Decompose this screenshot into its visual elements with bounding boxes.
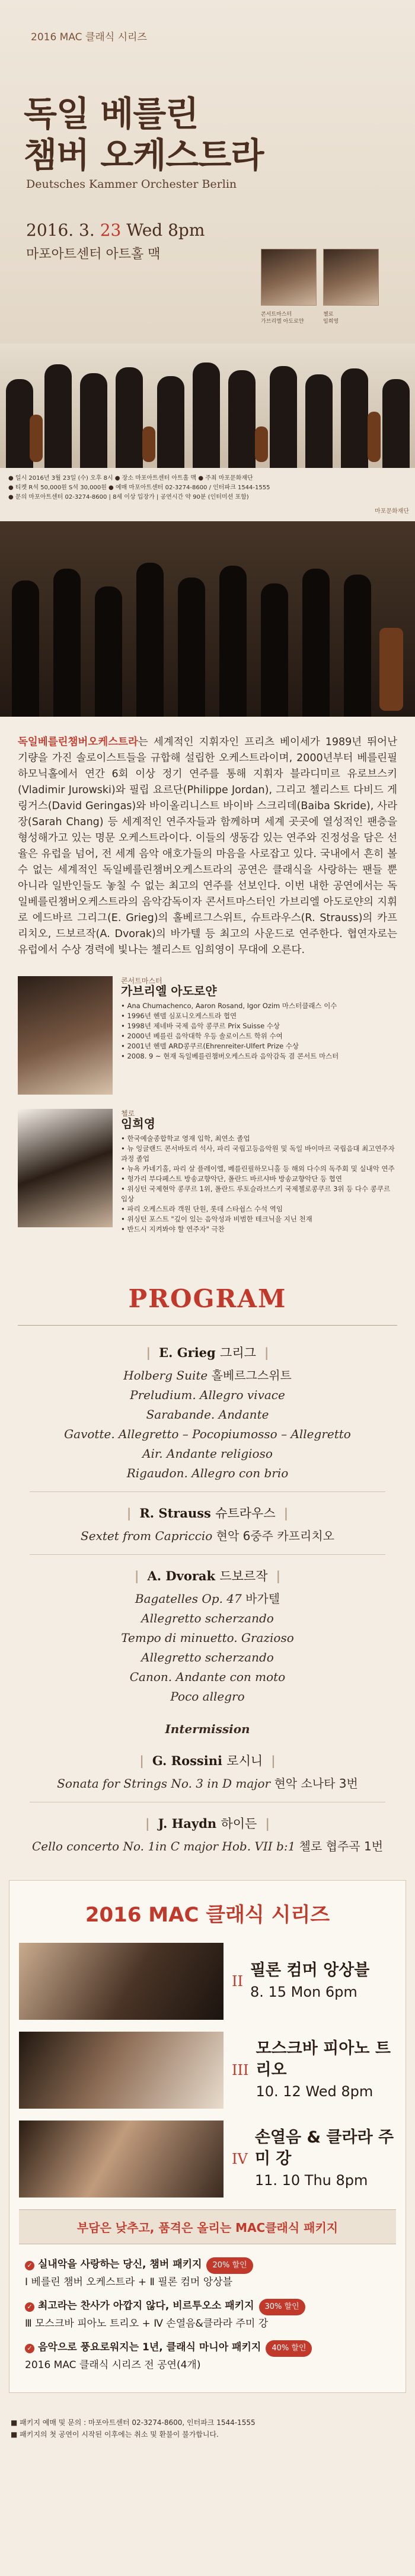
series-photo [19,2121,224,2198]
series-item [19,2121,396,2198]
intro-body: 는 세계적인 지휘자인 프리츠 베이세가 1989년 뛰어난 기량을 가진 솔로이스트들을 규합해 설립한 오케스트라이며, 2000년부터 베를린필하모닉홀에서 연간 6회 이상 정기 연주를 통해 지휘자 블라디미르 유로브스키(Vladimir Jurowski)와 필립 요르단(Philippe Jordan), 그리고 첼리스트 다비드 게링거스(David Geringas)와 바이올리니스트 바이바 스크리데(Baiba Skride), 사라 장(Sarah Chang) 등 세계적인 연주자들과 함께하며 세계 곳곳에 열성적인 팬층을 형성해가고 있는 명문 오케스트라이다. 이들의 생동감 있는 연주와 진정성을 담은 선율은 유럽을 넘어, 전 세계 음악 애호가들의 마음을 사로잡고 있다. 국내에서 흔히 볼 수 없는 세계적인 독일베를린챔버오케스트라의 공연은 클래식을 사랑하는 팬들 뿐 아니라 일반인들도 놓칠 수 없는 최고의 연주를 선보인다. 이번 내한 공연에서는 독일베를린챔버오케스트라의 음악감독이자 콘서트마스터인 가브리엘 아도로얀의 지휘로 에드바르 그리그(E. Grieg)의 홀베르그스위트, 슈트라우스(R. Strauss)의 카프리치오, 드보르작(A. Dvorak)의 바가텔 등 최고의 사운드로 연주한다. 협연자로는 유럽에서 수상 경력에 빛나는 첼리스트 임희영이 무대에 오른다. [18,736,397,956]
composer-grieg: | E. Grieg 그리그 | [146,1345,269,1360]
musician-figure [193,362,220,468]
series-photo [19,1943,224,2020]
musician-figure [80,373,107,468]
composer-name-en: R. Strauss [139,1506,211,1520]
profile-item: • 뉴욕 카네기홀, 파리 살 플레이엘, 베를린필하모니홀 등 해외 다수의 독주회 및 실내악 연주 [121,1164,397,1174]
subtitle-english: Deutsches Kammer Orchester Berlin [26,178,237,191]
package-title: 실내악을 사랑하는 당신, 챔버 패키지 [38,2259,202,2270]
composer-name-ko: 그리그 [220,1346,256,1360]
profile-item: • 뉴 잉글랜드 콘서바토리 석사, 파리 국립고등음악원 및 독일 바이마르 국립음대 최고연주자 과정 졸업 [121,1144,397,1164]
profile-name: 가브리엘 아도로얀 [121,984,217,998]
composer-name-ko: 드보르작 [219,1569,268,1583]
musician-figure [261,583,288,717]
program-title: PROGRAM [128,1284,287,1313]
intermission-label: Intermission [165,1722,250,1736]
composer-name-en: E. Grieg [159,1345,216,1360]
series-name: 모스크바 피아노 트리오 [256,2039,391,2079]
divider [30,1491,385,1492]
musician-figure [270,366,297,468]
profile-list [121,1134,397,1234]
series-title: 2016 MAC 클래식 시리즈 [85,1903,330,1927]
program-section [0,1272,415,1880]
profile-concertmaster [18,976,397,1095]
musician-figure [53,569,81,717]
orchestra-photo [0,344,415,468]
date-day: 23 [100,220,122,240]
composer-name-en: A. Dvorak [147,1568,216,1583]
profile-role: 콘서트마스터 [121,977,162,985]
footer-note: ■ 패키지 예매 및 문의 : 마포아트센터 02-3274-8600, 인터파크 1544-1555 [11,2418,256,2427]
profile-cellist [18,1109,397,1234]
package-title: 음악으로 풍요로워지는 1년, 클래식 마니아 패키지 [38,2341,261,2353]
orchestra-photo-dark [0,521,415,717]
composer-name-en: G. Rossini [152,1753,222,1768]
profile-item: • 파리 오케스트라 객원 단원, 롯데 스타쉽스 수석 역임 [121,1204,397,1214]
musician-figure [178,578,205,717]
page-title-line1: 독일 베를린 [24,94,199,134]
series-number: III [232,2062,249,2078]
package-virtuoso [25,2298,396,2332]
work-title-en: Sextet from Capriccio [81,1529,213,1543]
composer-strauss: | R. Strauss 슈트라우스 | [126,1506,289,1520]
double-bass-figure [368,412,381,462]
series-date: 11. 10 Thu 8pm [254,2172,368,2189]
profile-role: 첼로 [121,1109,135,1118]
composer-name-ko: 슈트라우스 [215,1506,276,1520]
package-mania [25,2339,396,2373]
composer-rossini: | G. Rossini 로시니 | [139,1753,276,1768]
series-name: 필론 컴머 앙상블 [250,1961,370,1980]
profile-item: • 2000년 베를린 음악대학 우등 솔로이스트 학위 수여 [121,1031,339,1041]
musician-figure [228,370,256,468]
info-row: ● 티켓 R석 50,000원 S석 30,000원 ● 예매 마포아트센터 02-3274-8600 / 인터파크 1544-1555 [8,485,270,491]
series-photo [19,2032,224,2109]
bullet-icon: ✓ [25,2261,34,2270]
concert-date [26,220,205,240]
work-title-ko: 바가텔 [245,1592,280,1606]
work-title-ko: 현악 소나타 3번 [274,1776,358,1791]
musician-figure [157,376,184,468]
discount-badge: 40% 할인 [266,2340,312,2357]
portrait-concertmaster [261,249,317,306]
profile-item: • 위싱턴 포스트 "깊이 있는 음악성과 비범한 테크닉을 지닌 천재 [121,1214,397,1224]
divider [30,1554,385,1555]
movement: Gavotte. Allegretto – Pocopiumosso – Allegretto [64,1427,351,1441]
bullet-icon: ✓ [25,2344,34,2353]
composer-name-en: J. Haydn [158,1816,217,1831]
musician-figure [344,575,371,717]
performer-profiles [0,970,415,1272]
package-banner: 부담은 낮추고, 품격은 올리는 MAC클래식 패키지 [19,2209,396,2244]
profile-item: • 반드시 지켜봐야 할 연주자" 극찬 [121,1224,397,1234]
date-suffix: Wed 8pm [121,220,205,240]
classic-series [9,1880,406,2393]
package-title: 최고라는 찬사가 아깝지 않다, 비르투오소 패키지 [38,2300,254,2312]
composer-haydn: | J. Haydn 하이든 | [145,1816,270,1831]
movement: Air. Andante religioso [142,1446,273,1461]
footer-notes [0,2405,415,2458]
series-number: IV [232,2151,248,2167]
cellist-photo [18,1109,113,1227]
series-item [19,2032,396,2109]
double-bass-figure [30,415,43,462]
work-title-ko: 홀베르그스위트 [211,1368,292,1382]
musician-figure [219,566,247,717]
package-detail: Ⅰ 베를린 챔버 오케스트라 + Ⅱ 필론 컴머 앙상블 [25,2276,233,2288]
concert-info-strip [0,468,415,521]
profile-item: • 1996년 헨델 심포니오케스트라 협연 [121,1011,339,1021]
work-title-en: Holberg Suite [123,1368,208,1382]
intro-paragraph [18,734,397,958]
musician-figure [341,368,368,468]
package-detail: 2016 MAC 클래식 시리즈 전 공연(4개) [25,2359,201,2371]
portrait-caption-2: 첼로 임희영 [323,312,339,325]
profile-item: • 1998년 제네바 국제 음악 콩쿠르 Prix Suisse 수상 [121,1021,339,1031]
profile-list [121,1001,339,1061]
work-strauss [0,1526,415,1546]
profile-item: • 2001년 헨델 ARD콩쿠르(Ehrenreiter-Ulfert Prize 수상 [121,1041,339,1051]
work-title-en: Bagatelles Op. 47 [135,1592,242,1606]
work-title-ko: 첼로 협주곡 1번 [299,1839,384,1853]
cello-figure [255,426,268,462]
cello-figure [142,426,155,462]
organizer-logo: 마포문화재단 [375,508,409,515]
musician-figure [44,364,72,468]
musician-figure [95,586,122,717]
work-title-ko: 현악 6중주 카프리치오 [216,1529,334,1543]
venue: 마포아트센터 아트홀 맥 [26,247,161,262]
series-date: 8. 15 Mon 6pm [250,1984,357,2000]
package-detail: Ⅲ 모스크바 피아노 트리오 + Ⅳ 손열음&클라라 주미 강 [25,2318,269,2330]
discount-badge: 20% 할인 [206,2257,253,2274]
movement: Allegretto scherzando [141,1650,274,1664]
composer-name-ko: 하이든 [221,1817,257,1831]
series-name: 손열음 & 클라라 주미 강 [254,2128,394,2168]
musician-figure [305,374,333,468]
movement: Preludium. Allegro vivace [130,1388,285,1402]
intro-lead: 독일베를린챔버오케스트라 [18,736,138,748]
composer-name-ko: 로시니 [226,1754,263,1768]
profile-item: • 헝가리 부다페스트 방송교향악단, 폴란드 바르샤바 방송교향악단 등 협연 [121,1174,397,1184]
work-title-en: Sonata for Strings No. 3 in D major [57,1776,271,1791]
work-dvorak [0,1589,415,1609]
series-tag: 2016 MAC 클래식 시리즈 [31,31,147,43]
movement: Sarabande. Andante [146,1407,269,1422]
musician-figure [382,379,410,468]
musician-figure [12,580,39,717]
movement: Tempo di minuetto. Grazioso [121,1631,294,1645]
package-chamber [25,2256,396,2291]
concertmaster-photo [18,976,113,1095]
work-rossini [0,1774,415,1794]
musician-figure [302,569,330,717]
profile-item: • 한국예술종합학교 영재 입학, 최연소 졸업 [121,1134,397,1144]
hero-banner [0,0,415,521]
date-prefix: 2016. 3. [26,220,100,240]
profile-name: 임희영 [121,1117,155,1131]
composer-dvorak: | A. Dvorak 드보르작 | [134,1568,281,1583]
series-number: II [232,1973,243,1990]
profile-item: • Ana Chumachenco, Aaron Rosand, Igor Ozim 마스터클래스 이수 [121,1001,339,1011]
page-title-line2: 챔버 오케스트라 [24,135,264,175]
musician-figure [136,563,164,717]
movement: Canon. Andante con moto [129,1670,286,1684]
info-row: ● 문의 마포아트센터 02-3274-8600 | 8세 이상 입장가 | 공연시간 약 90분 (인터미션 포함) [8,494,249,501]
series-item [19,1943,396,2020]
musician-figure [116,367,143,468]
series-date: 10. 12 Wed 8pm [256,2083,374,2100]
work-haydn [0,1837,415,1856]
work-title-en: Cello concerto No. 1in C major Hob. VII b:1 [31,1839,296,1853]
work-grieg [0,1366,415,1385]
portrait-cellist [323,249,379,306]
portrait-caption-1: 콘서트마스터 가브리엘 아도로얀 [261,312,304,325]
movement: Allegretto scherzando [141,1611,274,1625]
movement: Rigaudon. Allegro con brio [126,1466,289,1480]
info-row: ● 일시 2016년 3월 23일 (수) 오후 8시 ● 장소 마포아트센터 아트홀 맥 ● 주최 마포문화재단 [8,475,253,482]
profile-item: • 위싱턴 국제현악 콩쿠르 1위, 폴란드 루토슬라브스키 국제첼로콩쿠르 3위 등 다수 콩쿠르 입상 [121,1184,397,1204]
double-bass-figure [379,628,403,711]
orchestra-intro [0,717,415,970]
bullet-icon: ✓ [25,2302,34,2312]
profile-item: • 2008. 9 ~ 현재 독일베를린챔버오케스트라 음악감독 겸 콘서트 마스터 [121,1051,339,1061]
footer-note: ■ 패키지의 첫 공연이 시작된 이후에는 취소 및 환불이 불가합니다. [11,2430,219,2439]
movement: Poco allegro [170,1689,245,1704]
discount-badge: 30% 할인 [259,2299,305,2315]
divider [18,1325,397,1326]
